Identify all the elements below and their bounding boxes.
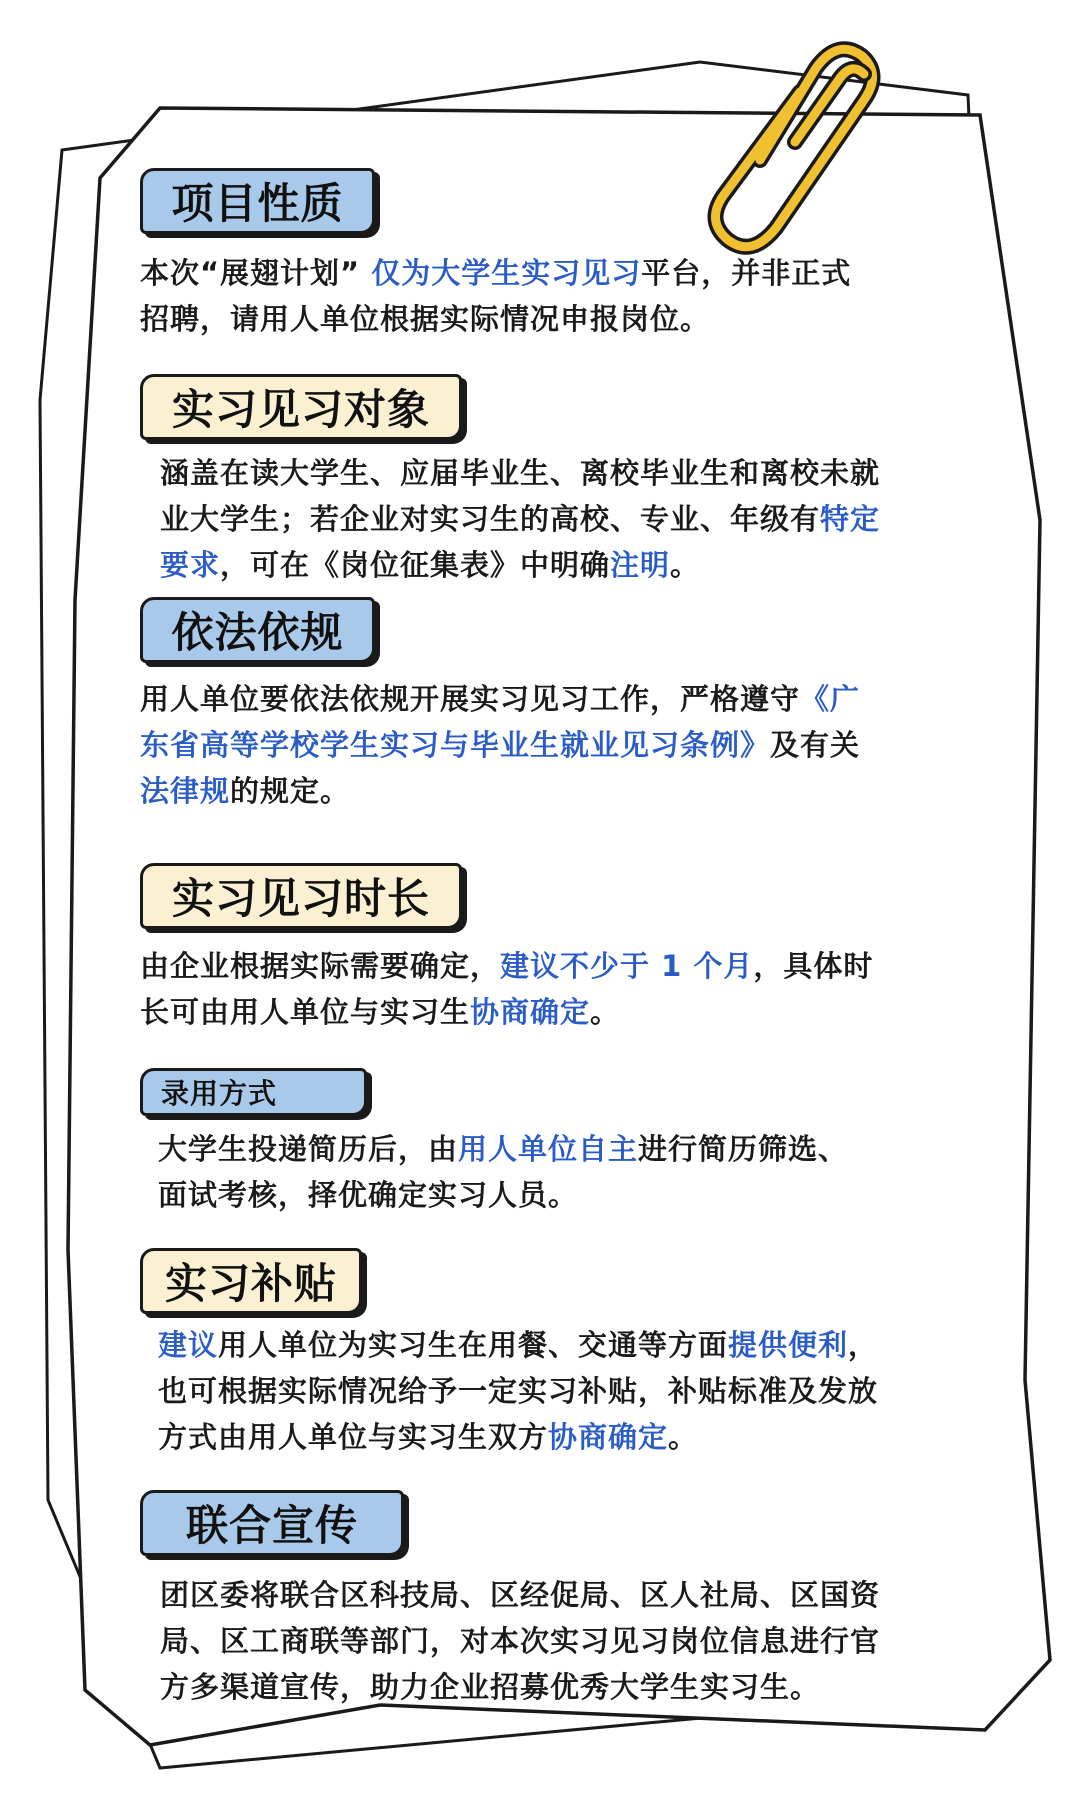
body-text: 用人单位为实习生在用餐、交通等方面 (218, 1328, 729, 1362)
paragraph-duration (140, 943, 873, 1035)
body-text: 用人单位要依法依规开展实习见习工作，严格遵守 (140, 682, 801, 716)
paragraph-compliance (140, 676, 860, 814)
body-text: 由企业根据实际需要确定， (140, 949, 501, 983)
body-text: 方多渠道宣传，助力企业招募优秀大学生实习生。 (160, 1670, 821, 1704)
body-text: 局、区工商联等部门，对本次实习见习岗位信息进行官 (160, 1624, 881, 1658)
highlight-text: 协商确定 (548, 1420, 669, 1454)
highlight-text: 要求 (160, 548, 221, 582)
heading-joint-promotion: 联合宣传 (140, 1490, 404, 1556)
heading-project-nature: 项目性质 (140, 168, 375, 234)
paragraph-subsidy (158, 1322, 878, 1460)
body-text: ， (848, 1328, 879, 1362)
body-text: 团区委将联合区科技局、区经促局、区人社局、区国资 (160, 1578, 881, 1612)
body-text: 也可根据实际情况给予一定实习补贴，补贴标准及发放 (158, 1374, 879, 1408)
body-text: 。 (670, 548, 701, 582)
body-text: 本次“展翅计划” (140, 256, 372, 290)
body-text: ，可在《岗位征集表》中明确 (220, 548, 611, 582)
highlight-text: 法律规 (140, 774, 231, 808)
body-text: 长可由用人单位与实习生 (140, 995, 471, 1029)
body-text: 的规定。 (230, 774, 351, 808)
heading-hiring-method: 录用方式 (140, 1068, 367, 1116)
paragraph-hiring-method (158, 1126, 848, 1218)
highlight-text: 用人单位自主 (458, 1132, 639, 1166)
body-text: 进行简历筛选、 (638, 1132, 849, 1166)
body-text: 面试考核，择优确定实习人员。 (158, 1178, 579, 1212)
body-text: 方式由用人单位与实习生双方 (158, 1420, 549, 1454)
body-text: 及有关 (770, 728, 861, 762)
paragraph-joint-promotion (160, 1572, 880, 1710)
body-text: 。 (668, 1420, 699, 1454)
body-text: 招聘，请用人单位根据实际情况申报岗位。 (140, 302, 711, 336)
highlight-text: 建议 (158, 1328, 219, 1362)
body-text: ，具体时 (753, 949, 874, 983)
heading-subsidy: 实习补贴 (140, 1248, 362, 1314)
body-text: 大学生投递简历后，由 (158, 1132, 459, 1166)
body-text: 平台，并非正式 (641, 256, 852, 290)
highlight-text: 仅为大学生实习见习 (371, 256, 642, 290)
heading-duration: 实习见习时长 (140, 863, 462, 929)
body-text: 。 (590, 995, 621, 1029)
body-text: 涵盖在读大学生、应届毕业生、离校毕业生和离校未就 (160, 456, 881, 490)
highlight-text: 特定 (820, 502, 881, 536)
heading-compliance: 依法依规 (140, 597, 375, 663)
highlight-text: 建议不少于 1 个月 (500, 949, 754, 983)
paragraph-intern-target (160, 450, 880, 588)
highlight-text: 注明 (610, 548, 671, 582)
highlight-text: 提供便利 (728, 1328, 849, 1362)
highlight-text: 《广 (800, 682, 861, 716)
highlight-text: 东省高等学校学生实习与毕业生就业见习条例》 (140, 728, 771, 762)
body-text: 业大学生；若企业对实习生的高校、专业、年级有 (160, 502, 821, 536)
heading-intern-target: 实习见习对象 (140, 374, 462, 440)
paragraph-project-nature (140, 250, 851, 342)
highlight-text: 协商确定 (470, 995, 591, 1029)
